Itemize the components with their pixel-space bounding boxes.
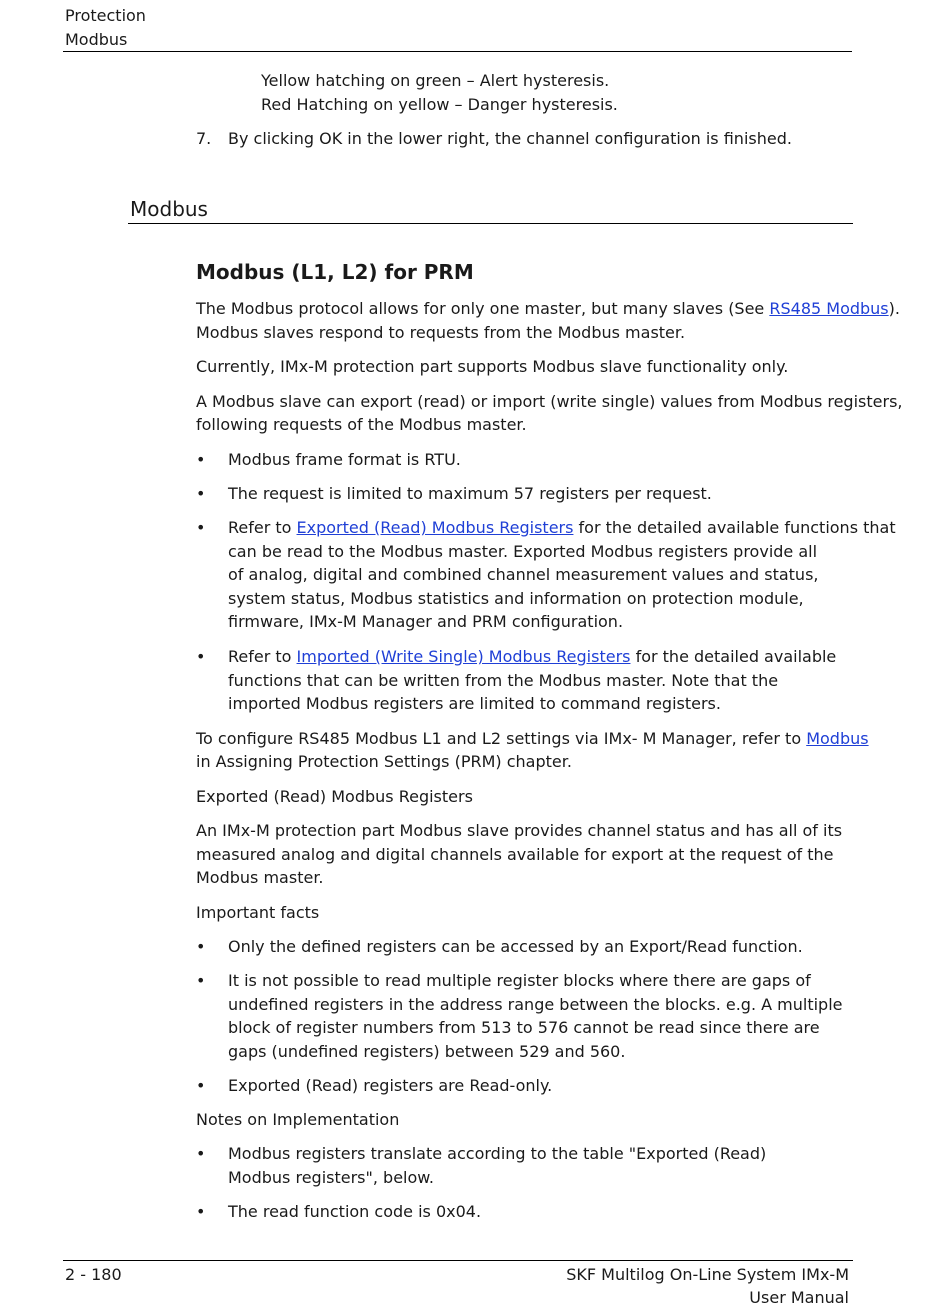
bullet-marker: • — [196, 1202, 206, 1221]
bullet-request-limit: The request is limited to maximum 57 registers per request. — [228, 484, 712, 503]
bullet-marker: • — [196, 450, 206, 469]
para-slave-only: Currently, IMx-M protection part supports Modbus slave functionality only. — [196, 357, 789, 376]
bullet-marker: • — [196, 647, 206, 666]
bullet-marker: • — [196, 1076, 206, 1095]
footer-rule — [63, 1260, 853, 1261]
heading-exported-registers: Exported (Read) Modbus Registers — [196, 787, 473, 806]
bullet-exported-ref-cont: can be read to the Modbus master. Exported Modbus registers provide all of analog, digital and combined channel measurement values and status, system status, Modbus statistics and information on protection module, firmware, IMx-M Manager and PRM configuration. — [228, 541, 819, 631]
bullet-read-only: Exported (Read) registers are Read-only. — [228, 1076, 553, 1095]
para-exported-desc: An IMx-M protection part Modbus slave provides channel status and has all of its measured analog and digital channels available for export at the request of the Modbus master. — [196, 821, 843, 887]
bullet-imported-ref-cont: functions that can be written from the Modbus master. Note that the imported Modbus registers are limited to command registers. — [228, 670, 779, 713]
bullet-marker: • — [196, 971, 206, 990]
step-text: By clicking OK in the lower right, the channel configuration is finished. — [228, 129, 792, 148]
bullet-imported-ref: Refer to Imported (Write Single) Modbus Registers for the detailed available — [228, 647, 837, 666]
section-rule — [128, 223, 853, 224]
header-section: Protection — [65, 6, 146, 25]
ok-label: OK — [319, 129, 343, 148]
section-title: Modbus — [130, 197, 208, 221]
bullet-exported-ref: Refer to Exported (Read) Modbus Registers for the detailed available functions that — [228, 518, 896, 537]
step-number: 7. — [196, 129, 212, 148]
bullet-defined-registers: Only the defined registers can be accessed by an Export/Read function. — [228, 937, 803, 956]
rs485-modbus-link[interactable]: RS485 Modbus — [769, 299, 889, 318]
bullet-marker: • — [196, 937, 206, 956]
hysteresis-note-danger: Red Hatching on yellow – Danger hysteresis. — [261, 95, 618, 114]
para-export-import: A Modbus slave can export (read) or import (write single) values from Modbus registers, — [196, 392, 903, 411]
para-export-import-line2: following requests of the Modbus master. — [196, 415, 527, 434]
bullet-frame-format: Modbus frame format is RTU. — [228, 450, 461, 469]
bullet-register-gaps: It is not possible to read multiple register blocks where there are gaps of undefined registers in the address range between the blocks. e.g. A multiple block of register numbers from 513 to 576 cannot be read since there are gaps (undefined registers) between 529 and 560. — [228, 971, 843, 1061]
footer-subtitle: User Manual — [749, 1288, 849, 1307]
heading-implementation-notes: Notes on Implementation — [196, 1110, 400, 1129]
para-protocol-line2: Modbus slaves respond to requests from the Modbus master. — [196, 323, 686, 342]
exported-registers-link[interactable]: Exported (Read) Modbus Registers — [296, 518, 574, 537]
header-rule — [63, 51, 852, 52]
bullet-marker: • — [196, 518, 206, 537]
bullet-function-code: The read function code is 0x04. — [228, 1202, 482, 1221]
heading-important-facts: Important facts — [196, 903, 320, 922]
footer-title: SKF Multilog On-Line System IMx-M — [566, 1265, 849, 1284]
para-protocol: The Modbus protocol allows for only one master, but many slaves (See RS485 Modbus). — [196, 299, 900, 318]
para-configure: To configure RS485 Modbus L1 and L2 settings via IMx- M Manager, refer to Modbus — [196, 729, 869, 748]
modbus-settings-link[interactable]: Modbus — [806, 729, 869, 748]
header-subsection: Modbus — [65, 30, 128, 49]
bullet-marker: • — [196, 484, 206, 503]
imported-registers-link[interactable]: Imported (Write Single) Modbus Registers — [296, 647, 631, 666]
page-number: 2 - 180 — [65, 1265, 122, 1284]
bullet-register-translation: Modbus registers translate according to the table "Exported (Read) Modbus registers", below. — [228, 1144, 767, 1187]
bullet-marker: • — [196, 1144, 206, 1163]
hysteresis-note-alert: Yellow hatching on green – Alert hysteresis. — [261, 71, 610, 90]
para-configure-line2: in Assigning Protection Settings (PRM) chapter. — [196, 752, 572, 771]
subsection-title: Modbus (L1, L2) for PRM — [196, 260, 474, 284]
